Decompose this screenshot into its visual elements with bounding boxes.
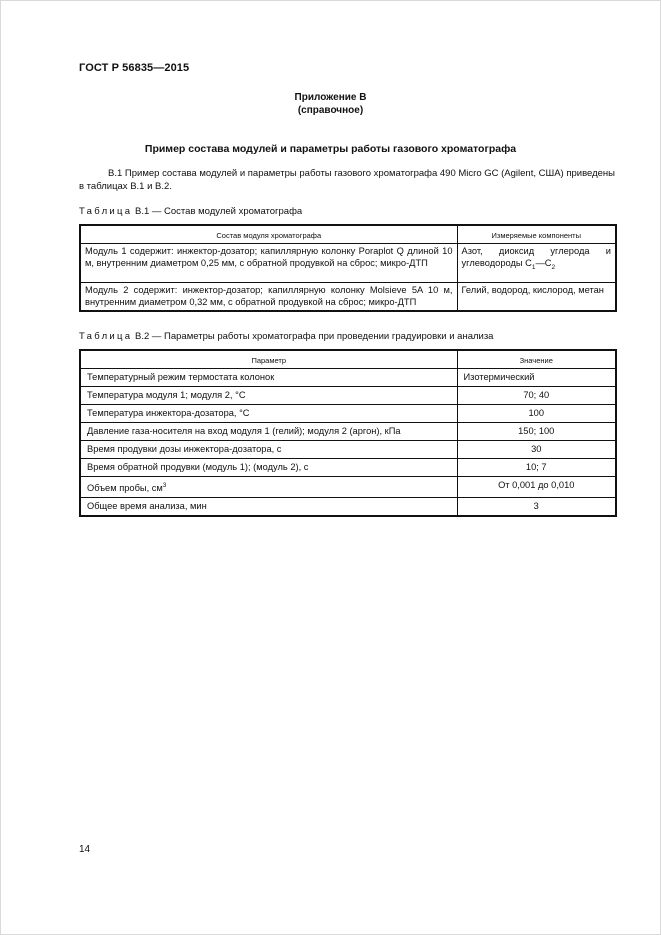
measured-components: Гелий, водород, кислород, метан — [457, 283, 616, 312]
table-row — [80, 369, 616, 387]
module-description: Модуль 2 содержит: инжектор-дозатор; капиллярную колонку Molsieve 5A 10 м, внутренним диаметром 0,32 мм, с обратной продувкой на сброс; микро-ДТП — [80, 283, 457, 312]
components-text: Азот, диоксид углерода и углеводороды С — [461, 246, 611, 268]
table1-caption-label: Таблица — [79, 206, 133, 217]
table2-caption — [79, 331, 493, 342]
table-header-row — [80, 350, 616, 369]
column-header: Параметр — [80, 350, 457, 369]
table-row — [80, 405, 616, 423]
parameters-table — [79, 349, 617, 517]
parameter-cell: Время обратной продувки (модуль 1); (модуль 2), с — [80, 459, 457, 477]
appendix-heading — [0, 91, 661, 117]
column-header: Значение — [457, 350, 616, 369]
table1-caption — [79, 206, 302, 217]
appendix-subtitle: (справочное) — [297, 105, 364, 116]
page-number: 14 — [79, 844, 91, 855]
measured-components — [457, 244, 616, 283]
section-title: Пример состава модулей и параметры работы газового хроматографа — [144, 143, 517, 155]
table-row — [80, 459, 616, 477]
parameter-cell — [80, 477, 457, 498]
document-code: ГОСТ Р 56835—2015 — [79, 62, 190, 74]
parameter-cell: Температурный режим термостата колонок — [80, 369, 457, 387]
value-cell: 10; 7 — [457, 459, 616, 477]
parameter-cell: Давление газа-носителя на вход модуля 1 (гелий); модуля 2 (аргон), кПа — [80, 423, 457, 441]
parameter-cell: Температура инжектора-дозатора, °С — [80, 405, 457, 423]
table2-caption-text: В.2 — Параметры работы хроматографа при проведении градуировки и анализа — [135, 331, 494, 342]
value-cell: От 0,001 до 0,010 — [457, 477, 616, 498]
value-cell: Изотермический — [457, 369, 616, 387]
table-row — [80, 498, 616, 517]
appendix-title: Приложение В — [294, 92, 367, 103]
modules-table — [79, 224, 617, 312]
column-header: Состав модуля хроматографа — [80, 225, 457, 244]
intro-paragraph: В.1 Пример состава модулей и параметры работы газового хроматографа 490 Micro GC (Agilent, США) приведены в таблицах В.1 и В.2. — [79, 168, 615, 192]
table-row — [80, 423, 616, 441]
table1-caption-text: В.1 — Состав модулей хроматографа — [135, 206, 303, 217]
table-row — [80, 441, 616, 459]
components-text: —С — [535, 257, 552, 268]
table-row — [80, 283, 616, 312]
value-cell: 100 — [457, 405, 616, 423]
column-header: Измеряемые компоненты — [457, 225, 616, 244]
subscript: 1 — [531, 263, 536, 271]
value-cell: 3 — [457, 498, 616, 517]
value-cell: 70; 40 — [457, 387, 616, 405]
table-row — [80, 477, 616, 498]
module-description: Модуль 1 содержит: инжектор-дозатор; капиллярную колонку Poraplot Q длиной 10 м, внутренним диаметром 0,25 мм, с обратной продувкой на сброс; микро-ДТП — [80, 244, 457, 283]
table2-caption-label: Таблица — [79, 331, 133, 342]
value-cell: 30 — [457, 441, 616, 459]
table-row — [80, 387, 616, 405]
parameter-cell: Температура модуля 1; модуля 2, °С — [80, 387, 457, 405]
subscript: 2 — [551, 263, 556, 271]
parameter-text: Объем пробы, см — [87, 483, 163, 494]
superscript: 3 — [162, 482, 167, 489]
table-header-row — [80, 225, 616, 244]
table-row — [80, 244, 616, 283]
parameter-cell: Время продувки дозы инжектора-дозатора, с — [80, 441, 457, 459]
value-cell: 150; 100 — [457, 423, 616, 441]
parameter-cell: Общее время анализа, мин — [80, 498, 457, 517]
